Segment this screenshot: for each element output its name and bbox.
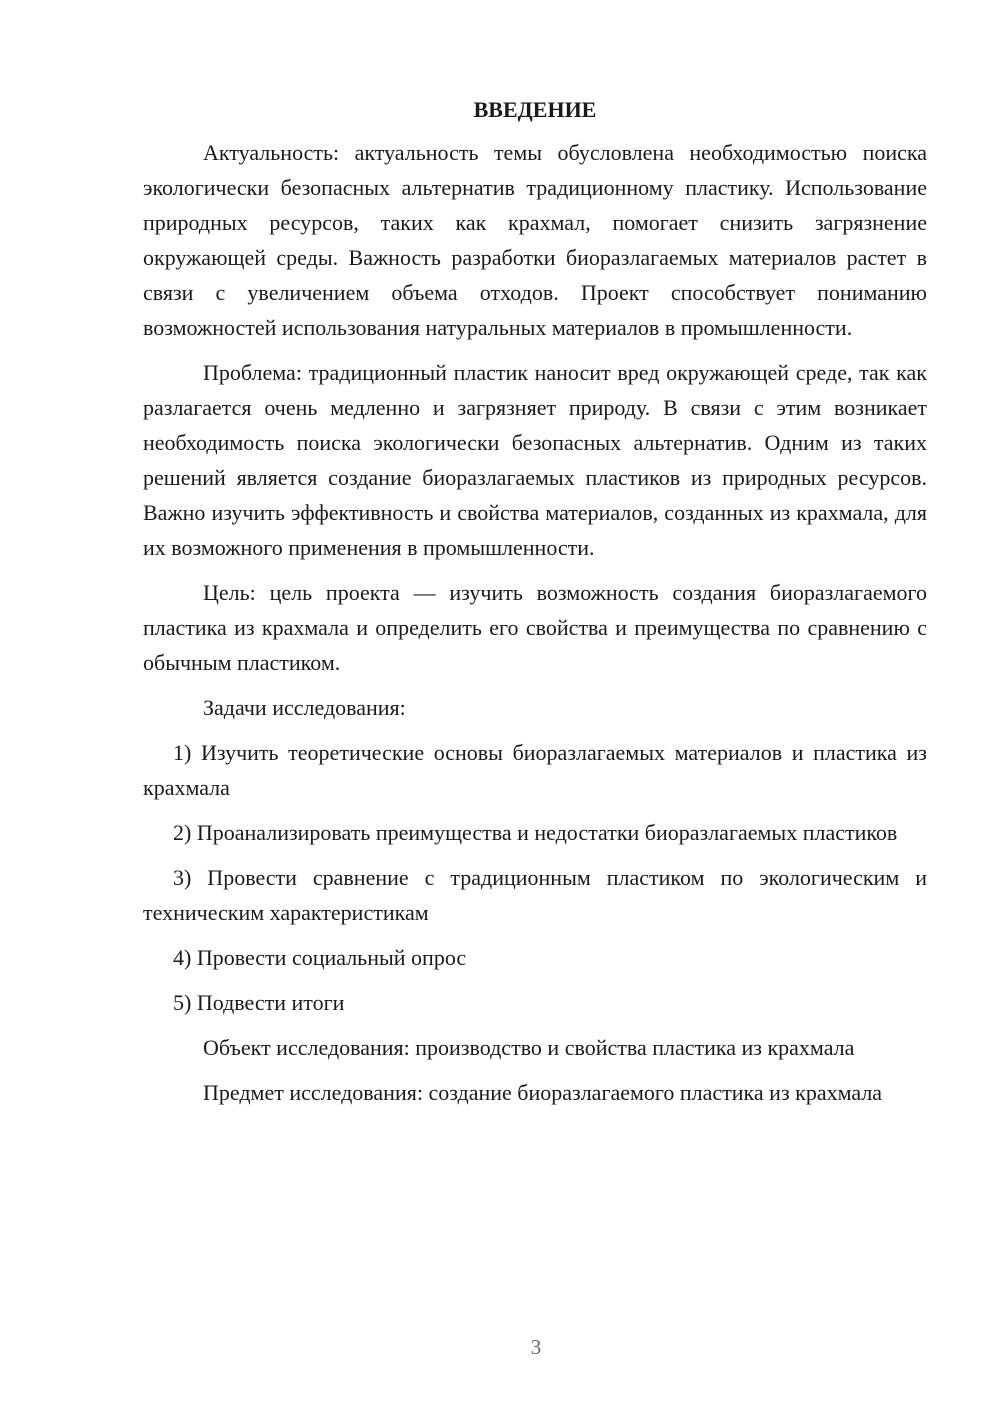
page-number: 3 <box>530 1335 542 1359</box>
tasks-title: Задачи исследования: <box>203 695 406 720</box>
goal-paragraph: Цель: цель проекта — изучить возможность создания биоразлагаемого пластика из крахмала и определить его свойства и преимущества по сравнению с обычным пластиком. <box>143 580 927 675</box>
section-heading: ВВЕДЕНИЕ <box>473 97 597 122</box>
research-subject-paragraph: Предмет исследования: создание биоразлагаемого пластика из крахмала <box>203 1080 883 1105</box>
task-item-1: 1) Изучить теоретические основы биоразлагаемых материалов и пластика из крахмала <box>143 740 927 800</box>
task-item-3: 3) Провести сравнение с традиционным пластиком по экологическим и техническим характеристикам <box>143 865 927 925</box>
document-body <box>143 92 927 1120</box>
task-item-5: 5) Подвести итоги <box>173 990 345 1015</box>
relevance-paragraph: Актуальность: актуальность темы обусловлена необходимостью поиска экологически безопасных альтернатив традиционному пластику. Использование природных ресурсов, таких как крахмал, помогает снизить загрязнение окружающей среды. Важность разработки биоразлагаемых материалов растет в связи с увеличением объема отходов. Проект способствует пониманию возможностей использования натуральных материалов в промышленности. <box>143 140 927 340</box>
research-object-paragraph: Объект исследования: производство и свойства пластика из крахмала <box>203 1035 855 1060</box>
task-item-2: 2) Проанализировать преимущества и недостатки биоразлагаемых пластиков <box>173 820 898 845</box>
tasks-list <box>143 735 927 1020</box>
problem-paragraph: Проблема: традиционный пластик наносит вред окружающей среде, так как разлагается очень медленно и загрязняет природу. В связи с этим возникает необходимость поиска экологически безопасных альтернатив. Одним из таких решений является создание биоразлагаемых пластиков из природных ресурсов. Важно изучить эффективность и свойства материалов, созданных из крахмала, для их возможного применения в промышленности. <box>143 360 927 560</box>
task-item-4: 4) Провести социальный опрос <box>173 945 467 970</box>
